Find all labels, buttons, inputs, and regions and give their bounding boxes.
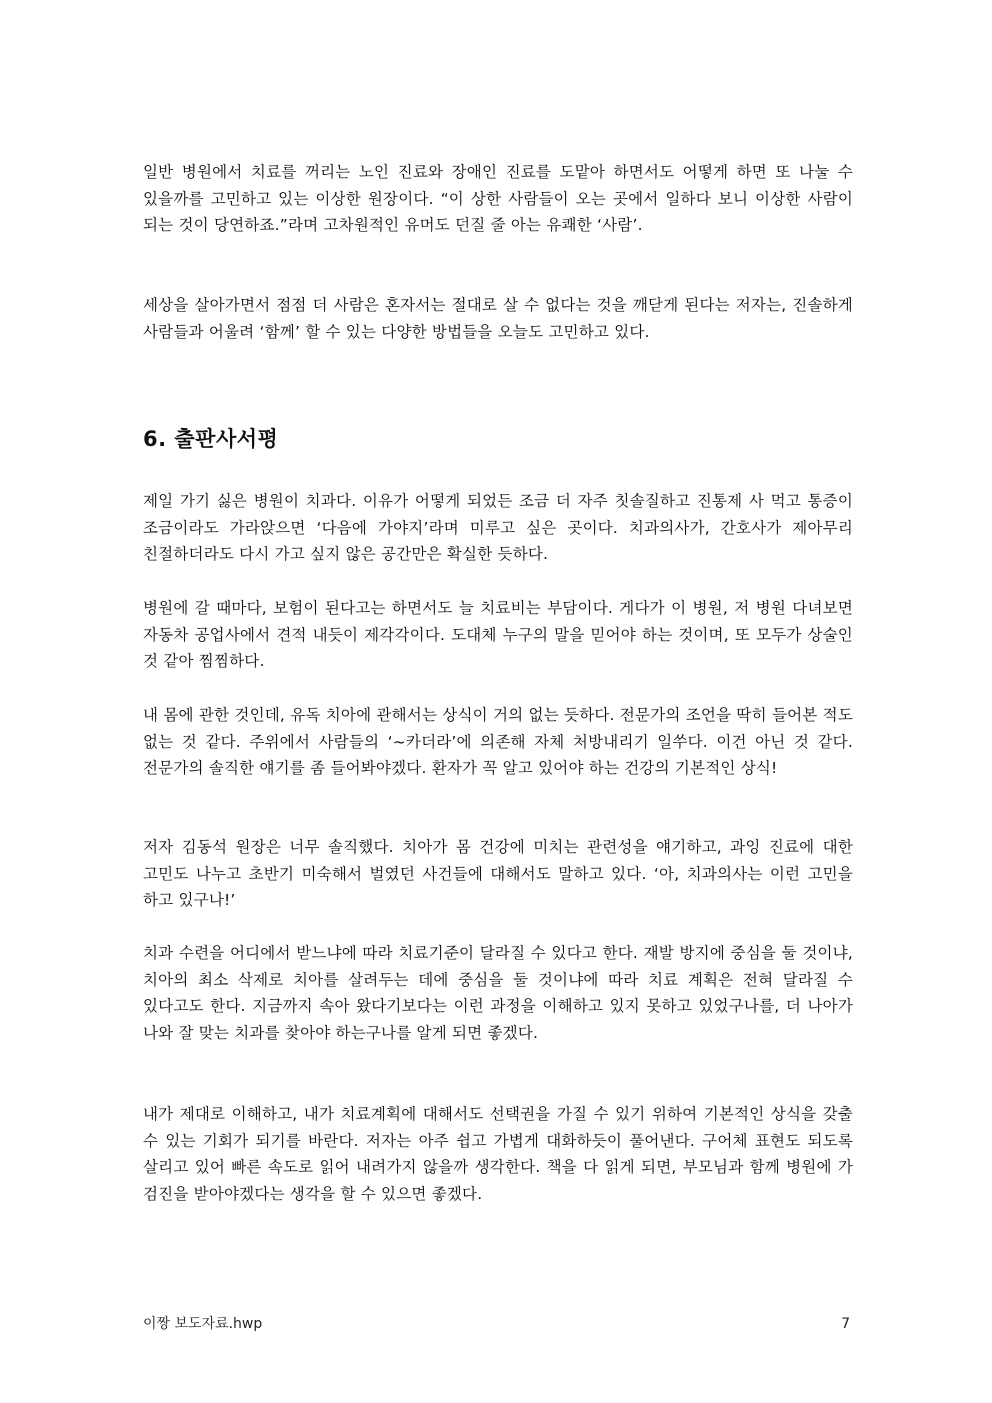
footer-page-number: 7 bbox=[841, 1316, 850, 1332]
author-paragraph-2: 세상을 살아가면서 점점 더 사람은 혼자서는 절대로 살 수 없다는 것을 깨닫게 된다는 저자는, 진솔하게 사람들과 어울려 ‘함께’ 할 수 있는 다양한 방법들을 오늘도 고민하고 있다. bbox=[143, 296, 853, 341]
review-paragraph-3: 내 몸에 관한 것인데, 유독 치아에 관해서는 상식이 거의 없는 듯하다. 전문가의 조언을 딱히 들어본 적도 없는 것 같다. 주위에서 사람들의 ‘~카더라’에 의존해 자체 처방내리기 일쑤다. 이건 아닌 것 같다. 전문가의 솔직한 얘기를 좀 들어봐야겠다. 환자가 꼭 알고 있어야 하는 건강의 기본적인 상식! bbox=[143, 706, 853, 777]
review-paragraph-4: 저자 김동석 원장은 너무 솔직했다. 치아가 몸 건강에 미치는 관련성을 얘기하고, 과잉 진료에 대한 고민도 나누고 초반기 미숙해서 벌였던 사건들에 대해서도 말하고 있다. ‘아, 치과의사는 이런 고민을 하고 있구나!’ bbox=[143, 838, 853, 909]
review-paragraph-6: 내가 제대로 이해하고, 내가 치료계획에 대해서도 선택권을 가질 수 있기 위하여 기본적인 상식을 갖출 수 있는 기회가 되기를 바란다. 저자는 아주 쉽고 가볍게 대화하듯이 풀어낸다. 구어체 표현도 되도록 살리고 있어 빠른 속도로 읽어 내려가지 않을까 생각한다. 책을 다 읽게 되면, 부모님과 함께 병원에 가 검진을 받아야겠다는 생각을 할 수 있으면 좋겠다. bbox=[143, 1105, 853, 1203]
review-paragraph-2: 병원에 갈 때마다, 보험이 된다고는 하면서도 늘 치료비는 부담이다. 게다가 이 병원, 저 병원 다녀보면 자동차 공업사에서 견적 내듯이 제각각이다. 도대체 누구의 말을 믿어야 하는 것이며, 또 모두가 상술인 것 같아 찜찜하다. bbox=[143, 599, 853, 670]
review-paragraph-1: 제일 가기 싫은 병원이 치과다. 이유가 어떻게 되었든 조금 더 자주 칫솔질하고 진통제 사 먹고 통증이 조금이라도 가라앉으면 ‘다음에 가야지’라며 미루고 싶은 곳이다. 치과의사가, 간호사가 제아무리 친절하더라도 다시 가고 싶지 않은 공간만은 확실한 듯하다. bbox=[143, 492, 853, 563]
review-paragraph-5: 치과 수련을 어디에서 받느냐에 따라 치료기준이 달라질 수 있다고 한다. 재발 방지에 중심을 둘 것이냐, 치아의 최소 삭제로 치아를 살려두는 데에 중심을 둘 것이냐에 따라 치료 계획은 전혀 달라질 수 있다고도 한다. 지금까지 속아 왔다기보다는 이런 과정을 이해하고 있지 못하고 있었구나를, 더 나아가 나와 잘 맞는 치과를 찾아야 하는구나를 알게 되면 좋겠다. bbox=[143, 944, 853, 1042]
footer-filename: 이짱 보도자료.hwp bbox=[143, 1316, 263, 1332]
section-heading: 6. 출판사서평 bbox=[143, 427, 279, 451]
author-paragraph-1: 일반 병원에서 치료를 꺼리는 노인 진료와 장애인 진료를 도맡아 하면서도 어떻게 하면 또 나눌 수 있을까를 고민하고 있는 이상한 원장이다. “이 상한 사람들이 오는 곳에서 일하다 보니 이상한 사람이 되는 것이 당연하죠.”라며 고차원적인 유머도 던질 줄 아는 유쾌한 ‘사람’. bbox=[143, 163, 853, 234]
